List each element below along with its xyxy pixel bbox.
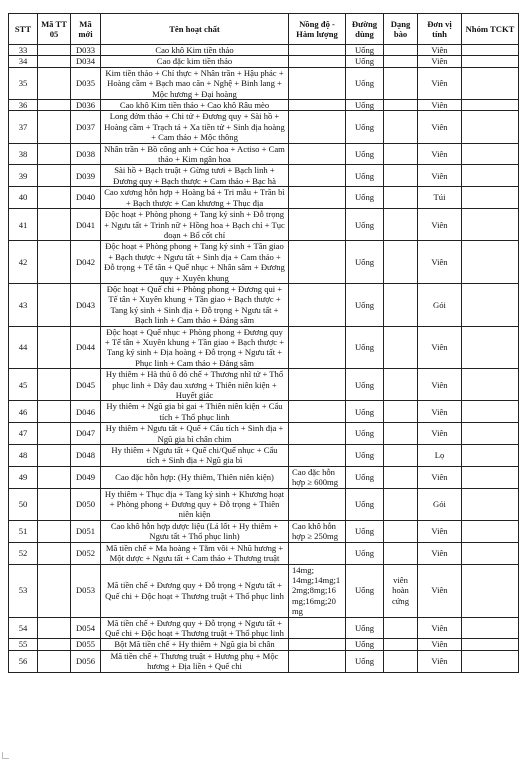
cell-nhom (462, 650, 519, 672)
cell-dang-bao (384, 542, 418, 564)
cell-ma-tt05 (38, 369, 71, 401)
cell-dang-bao (384, 165, 418, 187)
cell-stt: 54 (9, 617, 38, 639)
cell-don-vi: Viên (418, 617, 462, 639)
header-duong-dung: Đường dùng (346, 14, 384, 45)
cell-dang-bao (384, 617, 418, 639)
cell-don-vi: Túi (418, 187, 462, 209)
cell-nhom (462, 542, 519, 564)
cell-dang-bao (384, 67, 418, 99)
header-don-vi: Đơn vị tính (418, 14, 462, 45)
cell-stt: 47 (9, 423, 38, 445)
cell-nong-do (289, 165, 346, 187)
cell-dang-bao (384, 401, 418, 423)
cell-duong-dung: Uống (346, 564, 384, 617)
table-row (9, 326, 519, 369)
table-row (9, 165, 519, 187)
cell-nhom (462, 369, 519, 401)
table-row (9, 241, 519, 284)
cell-dang-bao (384, 326, 418, 369)
cell-ma-tt05 (38, 143, 71, 165)
cell-nhom (462, 639, 519, 650)
cell-stt: 45 (9, 369, 38, 401)
cell-ten-hoat-chat: Độc hoạt + Quế chi + Phòng phong + Đương qui + Tế tân + Xuyên khung + Tần giao + Bạch thược + Tang ký sinh + Sinh địa + Đỗ trọng + Ngưu tất + Bạch linh + Cam thảo + Đảng sâm (101, 283, 289, 326)
cell-nong-do (289, 241, 346, 284)
cell-dang-bao (384, 143, 418, 165)
cell-ten-hoat-chat: Cao khô hỗn hợp dược liệu (Lá lốt + Hy thiêm + Ngưu tất + Thổ phục linh) (101, 520, 289, 542)
cell-don-vi: Viên (418, 241, 462, 284)
cell-nong-do (289, 283, 346, 326)
table-row (9, 617, 519, 639)
cell-ten-hoat-chat: Độc hoạt + Phòng phong + Tang ký sinh + Tần giao + Bạch thược + Ngưu tất + Sinh địa + Cam thảo + Đỗ trọng + Tế tân + Quế nhục + Nhân sâm + Đương quy + Xuyên khung (101, 241, 289, 284)
cell-stt: 41 (9, 209, 38, 241)
cell-nhom (462, 143, 519, 165)
cell-ma-moi: D048 (71, 445, 101, 467)
cell-ma-moi: D038 (71, 143, 101, 165)
table-row (9, 423, 519, 445)
table-row (9, 542, 519, 564)
cell-nong-do (289, 56, 346, 67)
cell-dang-bao (384, 111, 418, 143)
table-row (9, 639, 519, 650)
table-row (9, 111, 519, 143)
cell-don-vi: Viên (418, 209, 462, 241)
header-ten-hoat-chat: Tên hoạt chất (101, 14, 289, 45)
header-nhom: Nhóm TCKT (462, 14, 519, 45)
cell-ten-hoat-chat: Cao khô Kim tiền thảo + Cao khô Râu mèo (101, 100, 289, 111)
cell-dang-bao (384, 445, 418, 467)
cell-dang-bao (384, 45, 418, 56)
cell-duong-dung: Uống (346, 67, 384, 99)
cell-don-vi: Lọ (418, 445, 462, 467)
cell-ma-moi: D043 (71, 283, 101, 326)
cell-ma-moi: D037 (71, 111, 101, 143)
cell-stt: 39 (9, 165, 38, 187)
cell-ma-tt05 (38, 45, 71, 56)
cell-stt: 55 (9, 639, 38, 650)
cell-ten-hoat-chat: Mã tiền chế + Đương quy + Đỗ trọng + Ngưu tất + Quế chi + Độc hoạt + Thương truật + Thổ phục linh (101, 564, 289, 617)
cell-stt: 33 (9, 45, 38, 56)
table-row (9, 369, 519, 401)
cell-duong-dung: Uống (346, 283, 384, 326)
table-row (9, 401, 519, 423)
cell-ma-moi: D046 (71, 401, 101, 423)
cell-ma-tt05 (38, 564, 71, 617)
cell-nong-do (289, 45, 346, 56)
cell-ma-tt05 (38, 111, 71, 143)
cell-duong-dung: Uống (346, 187, 384, 209)
cell-nong-do (289, 639, 346, 650)
cell-nong-do (289, 100, 346, 111)
drug-list-page (8, 13, 518, 673)
cell-nhom (462, 45, 519, 56)
cell-ma-tt05 (38, 241, 71, 284)
cell-duong-dung: Uống (346, 520, 384, 542)
cell-don-vi: Viên (418, 401, 462, 423)
cell-stt: 48 (9, 445, 38, 467)
cell-ten-hoat-chat: Hy thiêm + Hà thủ ô đỏ chế + Thương nhĩ tử + Thổ phục linh + Dây đau xương + Thiên niên kiện + Huyết giác (101, 369, 289, 401)
cell-ma-moi: D050 (71, 488, 101, 520)
cell-nhom (462, 617, 519, 639)
table-row (9, 488, 519, 520)
cell-nhom (462, 209, 519, 241)
cell-nhom (462, 165, 519, 187)
header-ma-tt05: Mã TT 05 (38, 14, 71, 45)
cell-ten-hoat-chat: Nhân trần + Bồ công anh + Cúc hoa + Actiso + Cam thảo + Kim ngân hoa (101, 143, 289, 165)
cell-don-vi: Viên (418, 466, 462, 488)
cell-don-vi: Gói (418, 488, 462, 520)
cell-ma-moi: D044 (71, 326, 101, 369)
cell-ten-hoat-chat: Long đởm thảo + Chi tử + Đương quy + Sài hồ + Hoàng cầm + Trạch tả + Xa tiền tử + Sinh địa hoàng + Cam thảo + Mộc thông (101, 111, 289, 143)
cell-nong-do (289, 369, 346, 401)
cell-ma-tt05 (38, 488, 71, 520)
cell-don-vi: Viên (418, 67, 462, 99)
cell-duong-dung: Uống (346, 542, 384, 564)
cell-don-vi: Viên (418, 423, 462, 445)
cell-ten-hoat-chat: Cao khô Kim tiền thảo (101, 45, 289, 56)
cell-ma-tt05 (38, 650, 71, 672)
cell-ma-moi: D036 (71, 100, 101, 111)
cell-ten-hoat-chat: Cao đặc hỗn hợp: (Hy thiêm, Thiên niên kiện) (101, 466, 289, 488)
cell-nong-do: 14mg; 14mg;14mg;12mg;8mg;16mg;16mg;20mg (289, 564, 346, 617)
cell-nong-do (289, 488, 346, 520)
cell-nong-do (289, 617, 346, 639)
cell-ten-hoat-chat: Kim tiền thảo + Chỉ thực + Nhân trần + Hậu phác + Hoàng cầm + Bạch mao căn + Nghệ + Binh lang + Mộc hương + Đại hoàng (101, 67, 289, 99)
cell-nong-do (289, 187, 346, 209)
cell-stt: 53 (9, 564, 38, 617)
table-row (9, 100, 519, 111)
cell-nong-do (289, 401, 346, 423)
cell-nhom (462, 241, 519, 284)
cell-nong-do (289, 650, 346, 672)
cell-ma-moi: D039 (71, 165, 101, 187)
cell-ten-hoat-chat: Hy thiêm + Ngưu tất + Quế + Cẩu tích + Sinh địa + Ngũ gia bì chân chim (101, 423, 289, 445)
cell-ma-tt05 (38, 67, 71, 99)
cell-ma-tt05 (38, 423, 71, 445)
table-row (9, 520, 519, 542)
cell-nhom (462, 564, 519, 617)
cell-ma-tt05 (38, 542, 71, 564)
cell-duong-dung: Uống (346, 165, 384, 187)
cell-dang-bao (384, 187, 418, 209)
cell-ma-tt05 (38, 445, 71, 467)
cell-stt: 42 (9, 241, 38, 284)
corner-mark (2, 752, 9, 759)
cell-nhom (462, 423, 519, 445)
cell-duong-dung: Uống (346, 45, 384, 56)
table-row (9, 283, 519, 326)
cell-stt: 38 (9, 143, 38, 165)
cell-nhom (462, 445, 519, 467)
cell-nhom (462, 466, 519, 488)
cell-duong-dung: Uống (346, 445, 384, 467)
cell-ma-moi: D049 (71, 466, 101, 488)
cell-ma-tt05 (38, 165, 71, 187)
cell-duong-dung: Uống (346, 326, 384, 369)
cell-nhom (462, 56, 519, 67)
cell-ten-hoat-chat: Mã tiền chế + Ma hoàng + Tằm vôi + Nhũ hương + Một dược + Ngưu tất + Cam thảo + Thương truật (101, 542, 289, 564)
cell-nong-do (289, 445, 346, 467)
cell-stt: 49 (9, 466, 38, 488)
cell-ten-hoat-chat: Hy thiêm + Ngũ gia bì gai + Thiên niên kiện + Cẩu tích + Thổ phục linh (101, 401, 289, 423)
cell-dang-bao (384, 488, 418, 520)
cell-ma-tt05 (38, 283, 71, 326)
cell-ma-tt05 (38, 520, 71, 542)
cell-stt: 44 (9, 326, 38, 369)
cell-duong-dung: Uống (346, 639, 384, 650)
table-row (9, 466, 519, 488)
cell-dang-bao (384, 423, 418, 445)
cell-ma-moi: D056 (71, 650, 101, 672)
cell-don-vi: Viên (418, 143, 462, 165)
cell-nhom (462, 520, 519, 542)
cell-nhom (462, 326, 519, 369)
cell-stt: 36 (9, 100, 38, 111)
cell-stt: 52 (9, 542, 38, 564)
cell-duong-dung: Uống (346, 488, 384, 520)
table-row (9, 445, 519, 467)
cell-dang-bao (384, 241, 418, 284)
header-ma-moi: Mã mới (71, 14, 101, 45)
cell-don-vi: Viên (418, 326, 462, 369)
cell-stt: 37 (9, 111, 38, 143)
header-stt: STT (9, 14, 38, 45)
cell-stt: 56 (9, 650, 38, 672)
cell-duong-dung: Uống (346, 617, 384, 639)
cell-ma-tt05 (38, 187, 71, 209)
cell-duong-dung: Uống (346, 111, 384, 143)
cell-ten-hoat-chat: Bột Mã tiền chế + Hy thiêm + Ngũ gia bì chân (101, 639, 289, 650)
cell-dang-bao (384, 369, 418, 401)
table-row (9, 45, 519, 56)
cell-ten-hoat-chat: Hy thiêm + Thục địa + Tang ký sinh + Khương hoạt + Phòng phong + Đương quy + Đỗ trọng + Thiên niên kiện (101, 488, 289, 520)
cell-don-vi: Viên (418, 369, 462, 401)
cell-stt: 34 (9, 56, 38, 67)
cell-stt: 50 (9, 488, 38, 520)
cell-dang-bao (384, 520, 418, 542)
cell-ten-hoat-chat: Mã tiền chế + Thương truật + Hương phụ + Mộc hương + Địa liền + Quế chi (101, 650, 289, 672)
cell-duong-dung: Uống (346, 423, 384, 445)
cell-ten-hoat-chat: Độc hoạt + Phòng phong + Tang ký sinh + Đỗ trọng + Ngưu tất + Trinh nữ + Hồng hoa + Bạch chỉ + Tục đoạn + Bổ cốt chỉ (101, 209, 289, 241)
cell-don-vi: Viên (418, 56, 462, 67)
table-row (9, 650, 519, 672)
cell-stt: 35 (9, 67, 38, 99)
cell-ten-hoat-chat: Mã tiền chế + Đương quy + Đỗ trọng + Ngưu tất + Quế chi + Độc hoạt + Thương truật + Thổ phục linh (101, 617, 289, 639)
cell-dang-bao (384, 639, 418, 650)
cell-ma-moi: D055 (71, 639, 101, 650)
cell-ten-hoat-chat: Cao xương hỗn hợp + Hoàng bá + Tri mẫu + Trần bì + Bạch thược + Can khương + Thục địa (101, 187, 289, 209)
cell-dang-bao (384, 56, 418, 67)
cell-nong-do (289, 143, 346, 165)
header-dang-bao: Dạng bào (384, 14, 418, 45)
cell-stt: 43 (9, 283, 38, 326)
cell-stt: 46 (9, 401, 38, 423)
cell-don-vi: Viên (418, 639, 462, 650)
cell-ma-tt05 (38, 617, 71, 639)
cell-duong-dung: Uống (346, 100, 384, 111)
cell-don-vi: Viên (418, 650, 462, 672)
table-row (9, 187, 519, 209)
cell-duong-dung: Uống (346, 401, 384, 423)
table-row (9, 564, 519, 617)
cell-duong-dung: Uống (346, 466, 384, 488)
cell-dang-bao (384, 100, 418, 111)
cell-nong-do (289, 67, 346, 99)
cell-duong-dung: Uống (346, 209, 384, 241)
cell-duong-dung: Uống (346, 143, 384, 165)
table-row (9, 143, 519, 165)
cell-don-vi: Viên (418, 564, 462, 617)
cell-nhom (462, 488, 519, 520)
cell-ma-tt05 (38, 326, 71, 369)
cell-nhom (462, 283, 519, 326)
cell-ma-tt05 (38, 401, 71, 423)
cell-ma-moi: D041 (71, 209, 101, 241)
cell-don-vi: Viên (418, 520, 462, 542)
cell-duong-dung: Uống (346, 241, 384, 284)
table-row (9, 67, 519, 99)
cell-don-vi: Viên (418, 111, 462, 143)
cell-ten-hoat-chat: Hy thiêm + Ngưu tất + Quế chi/Quế nhục + Cẩu tích + Sinh địa + Ngũ gia bì (101, 445, 289, 467)
cell-ma-tt05 (38, 639, 71, 650)
header-nong-do: Nồng độ - Hàm lượng (289, 14, 346, 45)
table-body (9, 45, 519, 673)
cell-duong-dung: Uống (346, 369, 384, 401)
cell-dang-bao (384, 650, 418, 672)
cell-nong-do (289, 209, 346, 241)
cell-dang-bao (384, 283, 418, 326)
cell-ten-hoat-chat: Cao đặc kim tiền thảo (101, 56, 289, 67)
cell-nong-do: Cao đặc hỗn hợp ≥ 600mg (289, 466, 346, 488)
cell-ma-tt05 (38, 100, 71, 111)
cell-nong-do (289, 111, 346, 143)
cell-ma-moi: D035 (71, 67, 101, 99)
cell-don-vi: Viên (418, 100, 462, 111)
cell-don-vi: Viên (418, 165, 462, 187)
cell-don-vi: Viên (418, 542, 462, 564)
cell-nong-do (289, 542, 346, 564)
cell-stt: 51 (9, 520, 38, 542)
cell-ma-moi: D051 (71, 520, 101, 542)
cell-ten-hoat-chat: Độc hoạt + Quế nhục + Phòng phong + Đương quy + Tế tân + Xuyên khung + Tần giao + Bạch thược + Tang ký sinh + Địa hoàng + Đỗ trọng + Ngưu tất + Phục linh + Cam thảo + Đảng sâm (101, 326, 289, 369)
cell-nhom (462, 100, 519, 111)
cell-ma-moi: D053 (71, 564, 101, 617)
cell-ma-moi: D054 (71, 617, 101, 639)
cell-ma-moi: D033 (71, 45, 101, 56)
cell-dang-bao (384, 209, 418, 241)
cell-duong-dung: Uống (346, 650, 384, 672)
cell-don-vi: Viên (418, 45, 462, 56)
table-header-row (9, 14, 519, 45)
cell-nhom (462, 187, 519, 209)
cell-stt: 40 (9, 187, 38, 209)
cell-dang-bao (384, 466, 418, 488)
cell-ma-moi: D047 (71, 423, 101, 445)
cell-don-vi: Gói (418, 283, 462, 326)
cell-nhom (462, 401, 519, 423)
cell-ma-moi: D034 (71, 56, 101, 67)
cell-ma-moi: D052 (71, 542, 101, 564)
table-row (9, 56, 519, 67)
cell-ma-tt05 (38, 466, 71, 488)
cell-nong-do (289, 326, 346, 369)
cell-dang-bao: viên hoàn cứng (384, 564, 418, 617)
table-row (9, 209, 519, 241)
cell-nong-do (289, 423, 346, 445)
cell-ten-hoat-chat: Sài hồ + Bạch truật + Gừng tươi + Bạch linh + Đương quy + Bạch thược + Cam thảo + Bạc hà (101, 165, 289, 187)
cell-ma-moi: D042 (71, 241, 101, 284)
cell-duong-dung: Uống (346, 56, 384, 67)
cell-ma-tt05 (38, 209, 71, 241)
cell-nhom (462, 67, 519, 99)
cell-nhom (462, 111, 519, 143)
cell-ma-tt05 (38, 56, 71, 67)
drug-table (8, 13, 519, 673)
cell-ma-moi: D040 (71, 187, 101, 209)
cell-nong-do: Cao khô hỗn hợp ≥ 250mg (289, 520, 346, 542)
cell-ma-moi: D045 (71, 369, 101, 401)
